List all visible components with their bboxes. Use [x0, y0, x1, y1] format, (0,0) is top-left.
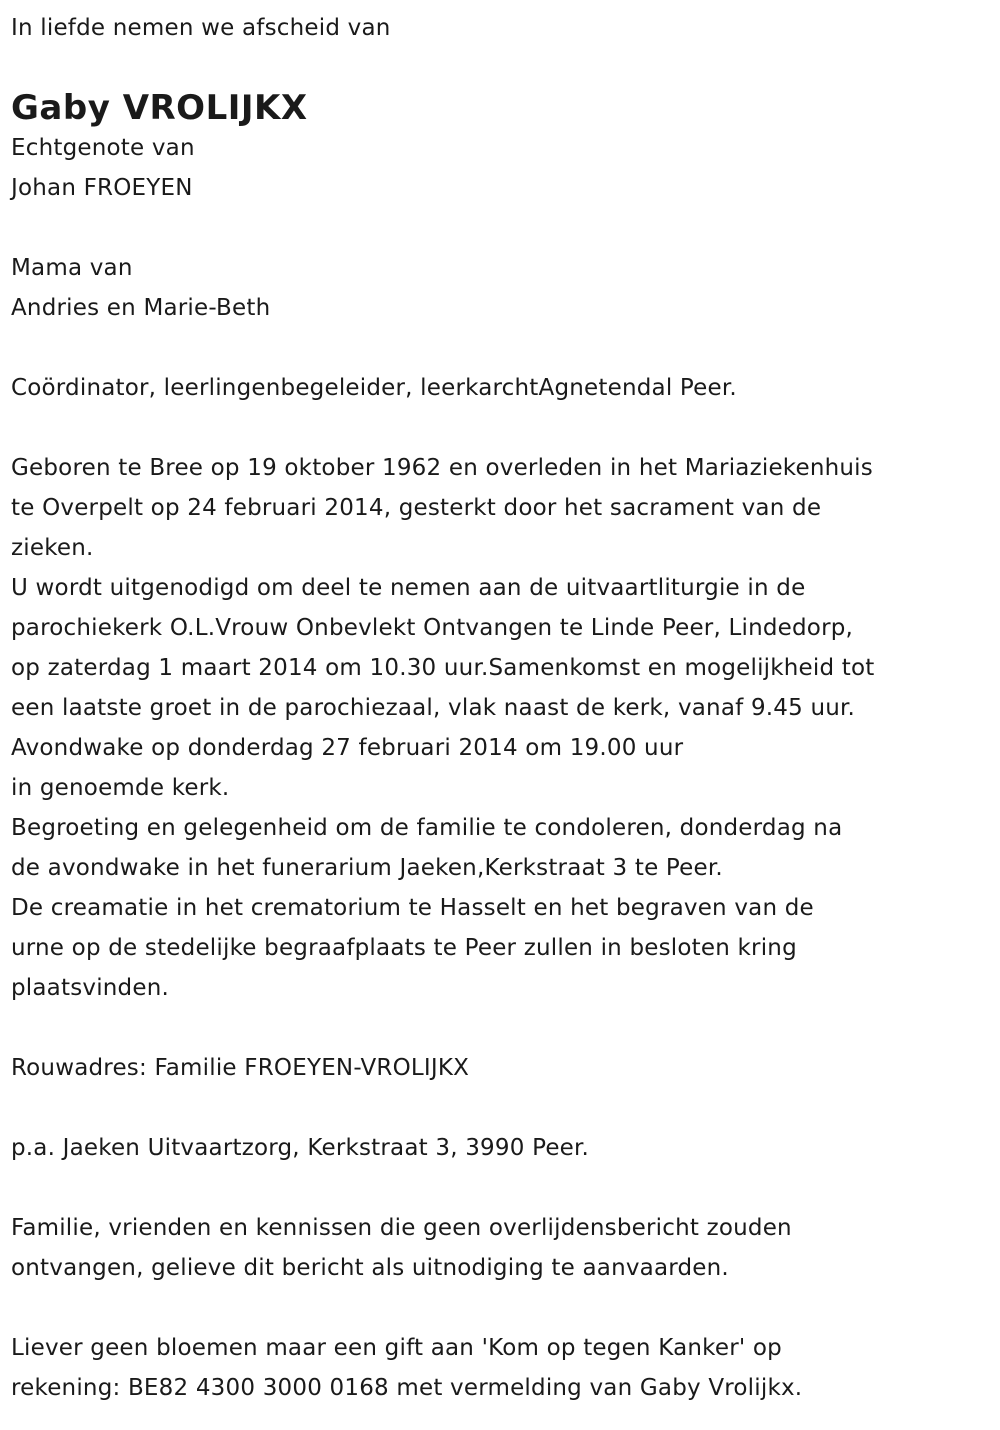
spacer [11, 328, 996, 368]
details-line: de avondwake in het funerarium Jaeken,Kerkstraat 3 te Peer. [11, 855, 723, 881]
children-names: Andries en Marie-Beth [11, 295, 271, 321]
details-line: te Overpelt op 24 februari 2014, gesterkt door het sacrament van de [11, 495, 822, 521]
spouse-label: Echtgenote van [11, 135, 195, 161]
details-line: U wordt uitgenodigd om deel te nemen aan de uitvaartliturgie in de [11, 575, 806, 601]
care-address: p.a. Jaeken Uitvaartzorg, Kerkstraat 3, 3990 Peer. [11, 1135, 590, 1161]
spouse-block [11, 128, 996, 208]
spacer [11, 1288, 996, 1328]
spacer [11, 208, 996, 248]
deceased-name: Gaby VROLIJKX [11, 88, 308, 128]
occupation-text: Coördinator, leerlingenbegeleider, leerkarchtAgnetendal Peer. [11, 375, 737, 401]
details-line: Avondwake op donderdag 27 februari 2014 om 19.00 uur [11, 735, 684, 761]
donation-line: rekening: BE82 4300 3000 0168 met vermelding van Gaby Vrolijkx. [11, 1375, 803, 1401]
details-block [11, 448, 996, 1008]
intro-text: In liefde nemen we afscheid van [11, 15, 391, 41]
details-line: een laatste groet in de parochiezaal, vlak naast de kerk, vanaf 9.45 uur. [11, 695, 856, 721]
spouse-name: Johan FROEYEN [11, 175, 193, 201]
notice-line: Familie, vrienden en kennissen die geen overlijdensbericht zouden [11, 1215, 792, 1241]
details-line: Begroeting en gelegenheid om de familie te condoleren, donderdag na [11, 815, 843, 841]
details-line: De creamatie in het crematorium te Hasselt en het begraven van de [11, 895, 814, 921]
spacer [11, 408, 996, 448]
spacer [11, 1008, 996, 1048]
details-line: Geboren te Bree op 19 oktober 1962 en overleden in het Mariaziekenhuis [11, 455, 873, 481]
details-line: parochiekerk O.L.Vrouw Onbevlekt Ontvangen te Linde Peer, Lindedorp, [11, 615, 854, 641]
details-line: op zaterdag 1 maart 2014 om 10.30 uur.Samenkomst en mogelijkheid tot [11, 655, 875, 681]
notice-line: ontvangen, gelieve dit bericht als uitnodiging te aanvaarden. [11, 1255, 729, 1281]
details-line: plaatsvinden. [11, 975, 169, 1001]
details-line: in genoemde kerk. [11, 775, 230, 801]
donation-block [11, 1328, 996, 1408]
donation-line: Liever geen bloemen maar een gift aan 'Kom op tegen Kanker' op [11, 1335, 782, 1361]
notice-block [11, 1208, 996, 1288]
spacer [11, 1168, 996, 1208]
details-line: urne op de stedelijke begraafplaats te Peer zullen in besloten kring [11, 935, 797, 961]
children-label: Mama van [11, 255, 133, 281]
mourning-address: Rouwadres: Familie FROEYEN-VROLIJKX [11, 1055, 470, 1081]
details-line: zieken. [11, 535, 94, 561]
children-block [11, 248, 996, 328]
spacer [11, 1088, 996, 1128]
obituary-document [11, 8, 996, 1408]
